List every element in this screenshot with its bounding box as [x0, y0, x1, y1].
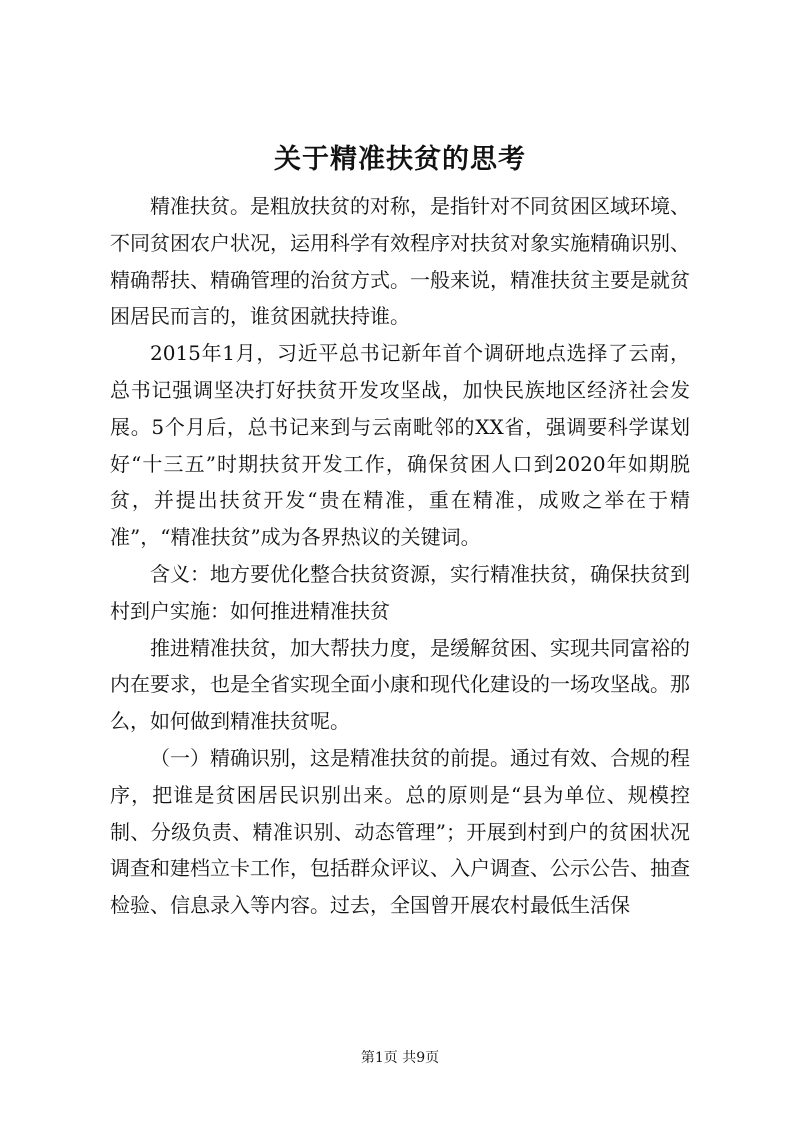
- paragraph-introduction: 推进精准扶贫，加大帮扶力度，是缓解贫困、实现共同富裕的内在要求，也是全省实现全面小康和现代化建设的一场攻坚战。那么，如何做到精准扶贫呢。: [110, 635, 690, 734]
- page-footer: 第1页 共9页: [360, 1050, 440, 1066]
- paragraph-definition: 精准扶贫。是粗放扶贫的对称，是指针对不同贫困区域环境、不同贫困农户状况，运用科学有效程序对扶贫对象实施精确识别、精确帮扶、精确管理的治贫方式。一般来说，精准扶贫主要是就贫困居民而言的，谁贫困就扶持谁。: [110, 194, 690, 329]
- paragraph-meaning: 含义：地方要优化整合扶贫资源，实行精准扶贫，确保扶贫到村到户实施：如何推进精准扶贫: [110, 561, 690, 623]
- paragraph-precise-identification: （一）精确识别，这是精准扶贫的前提。通过有效、合规的程序，把谁是贫困居民识别出来。总的原则是“县为单位、规模控制、分级负责、精准识别、动态管理”；开展到村到户的贫困状况调查和建档立卡工作，包括群众评议、入户调查、公示公告、抽查检验、信息录入等内容。过去，全国曾开展农村最低生活保: [110, 745, 690, 918]
- document-body: [110, 188, 690, 924]
- document-title: 关于精准扶贫的思考: [274, 144, 526, 175]
- paragraph-background: 2015年1月，习近平总书记新年首个调研地点选择了云南，总书记强调坚决打好扶贫开发攻坚战，加快民族地区经济社会发展。5个月后，总书记来到与云南毗邻的XX省，强调要科学谋划好“十三五”时期扶贫开发工作，确保贫困人口到2020年如期脱贫，并提出扶贫开发“贵在精准，重在精准，成败之举在于精准”，“精准扶贫”成为各界热议的关键词。: [110, 341, 690, 550]
